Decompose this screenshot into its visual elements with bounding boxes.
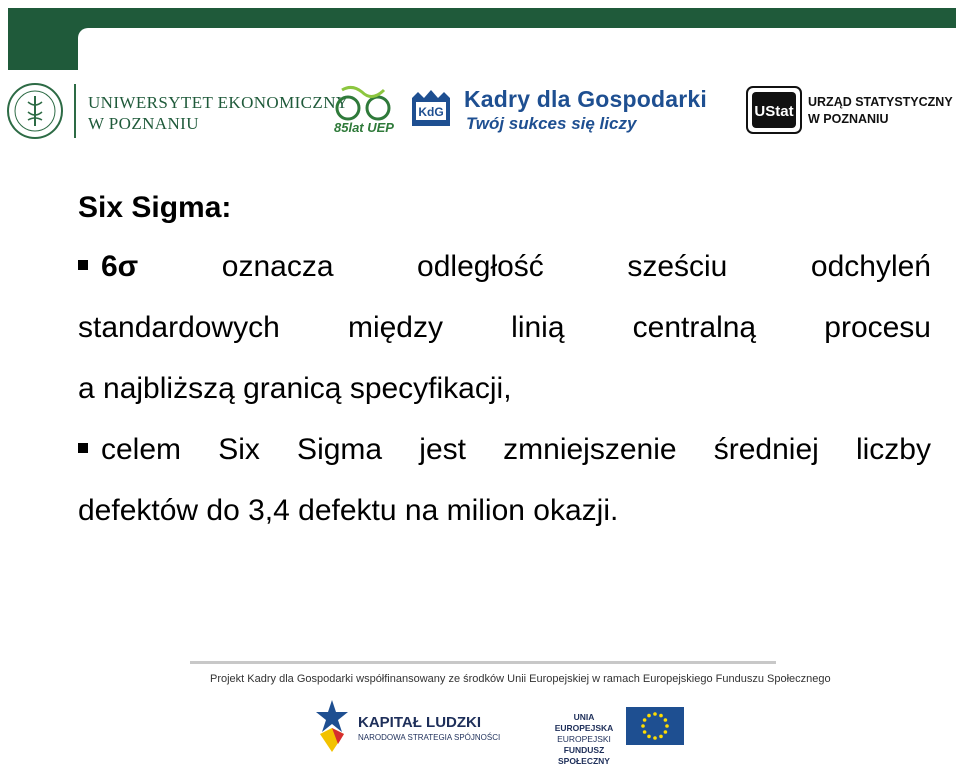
slide-content [78,188,931,541]
kapital-ludzki-logo-icon [312,698,352,754]
footer-divider [190,661,776,664]
footer-project-text: Projekt Kadry dla Gospodarki współfinansowany ze środków Unii Europejskiej w ramach Europejskiego Funduszu Społecznego [210,673,831,685]
bullet1-line3: a najbliższą granicą specyfikacji, [78,372,512,405]
bullet2-line2: defektów do 3,4 defektu na milion okazji. [78,494,619,527]
statistics-office-line2: W POZNANIU [808,112,889,126]
logo-strip [0,78,960,142]
bullet-square-icon [78,443,88,453]
bullet-square-icon [78,260,88,270]
university-seal-icon [6,82,64,140]
eu-fund-line3: FUNDUSZ SPOŁECZNY [558,745,610,766]
kdg-badge-icon [408,86,454,134]
bullet-item [78,419,931,541]
bullet1-line2: standardowych między linią centralną procesu [78,311,931,344]
bullet2-line1 [78,419,931,480]
logo-divider [74,84,76,138]
ustat-logo-text: UStat [754,103,794,120]
university-name-line2: W POZNANIU [88,114,199,133]
slide-title: Six Sigma: [78,191,232,224]
ustat-logo-icon [746,86,802,134]
university-name-line1: UNIWERSYTET EKONOMICZNY [88,93,349,112]
university-name [88,92,349,134]
statistics-office-line1: URZĄD STATYSTYCZNY [808,95,953,109]
eu-fund-line1: UNIA EUROPEJSKA [554,712,614,733]
bullet-item [78,236,931,419]
kdg-title: Kadry dla Gospodarki [464,86,708,112]
kdg-slogan: Twój sukces się liczy [466,114,637,133]
bullet2-line1-text: celem Six Sigma jest zmniejszenie średniej liczby [101,433,931,466]
sigma-symbol: 6σ [101,250,139,283]
bullet1-line1 [78,236,931,297]
kapital-ludzki-subtitle: NARODOWA STRATEGIA SPÓJNOŚCI [358,733,501,742]
bullet1-line1-text: oznacza odległość sześciu odchyleń [221,250,931,283]
anniversary-label: 85lat UEP [334,120,394,135]
kdg-badge-text: KdG [418,105,444,119]
eu-fund-label [546,712,622,767]
statistics-office-name [808,94,953,128]
anniversary-cyclist-icon [332,82,396,122]
eu-flag-icon [626,707,684,745]
eu-fund-line2: EUROPEJSKI [557,734,611,744]
header-band-cutout [78,28,956,70]
kapital-ludzki-title: KAPITAŁ LUDZKI [358,714,482,731]
